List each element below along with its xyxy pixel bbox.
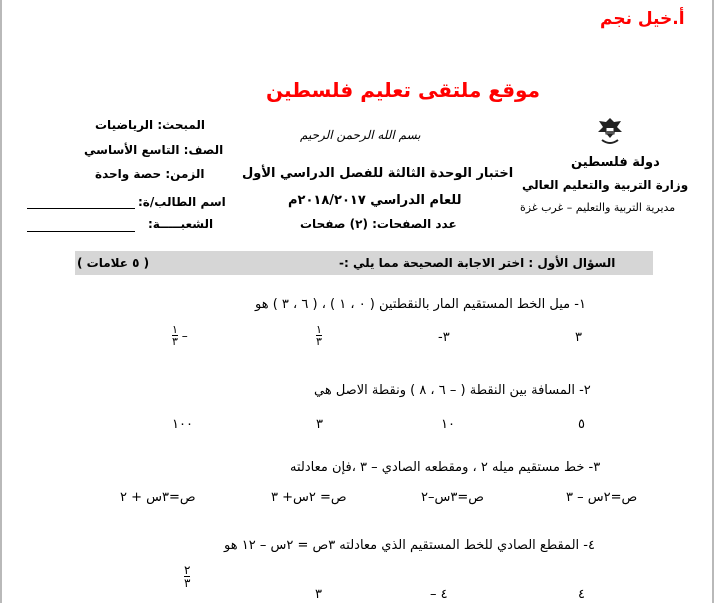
exam-title: اختبار الوحدة الثالثة للفصل الدراسي الأول [242, 166, 514, 181]
q1-option-d[interactable]: $\frac{١}{٣}$ – [172, 323, 188, 348]
site-title: موقع ملتقى تعليم فلسطين [266, 78, 540, 102]
q1-option-c[interactable]: $\frac{١}{٣}$ [316, 323, 322, 348]
exam-year: للعام الدراسي ٢٠١٨/٢٠١٧م [288, 193, 462, 208]
palestine-emblem-icon [595, 116, 625, 148]
question-1-text: ١- ميل الخط المستقيم المار بالنقطتين ( ٠ ، ١ ) ، ( ٦ ، ٣ ) هو [255, 297, 586, 312]
time-label: الزمن: حصة واحدة [95, 167, 205, 181]
q3-option-a[interactable]: ص=٢س – ٣ [566, 490, 638, 505]
question-3-text: ٣- خط مستقيم ميله ٢ ، ومقطعه الصادي – ٣ ،فإن معادلته [290, 460, 601, 475]
grade-label: الصف: التاسع الأساسي [84, 143, 224, 157]
section-label: الشعبـــــة: [148, 217, 214, 231]
author-name: أ.خيل نجم [600, 9, 685, 29]
q3-option-b[interactable]: ص=٣س–٢ [421, 490, 484, 505]
student-name-label: اسم الطالب/ة: [138, 195, 226, 209]
q4-option-d[interactable]: $\frac{٢}{٣}$ [184, 563, 191, 590]
state-name: دولة فلسطين [571, 155, 660, 170]
ministry-name: وزارة التربية والتعليم العالي [522, 178, 689, 192]
section-line[interactable] [27, 231, 135, 232]
question1-title: السؤال الأول : اختر الاجابة الصحيحة مما يلي :- [339, 256, 616, 270]
q2-option-c[interactable]: ٣ [316, 417, 323, 432]
q3-option-c[interactable]: ص= ٢س+ ٣ [271, 490, 347, 505]
left-page-border [0, 0, 2, 603]
basmala: بسم الله الرحمن الرحيم [300, 128, 421, 142]
question-4-text: ٤- المقطع الصادي للخط المستقيم الذي معادلته ٣ص = ٢س – ١٢ هو [224, 538, 595, 553]
question-2-text: ٢- المسافة بين النقطة ( – ٦ ، ٨ ) ونقطة الاصل هي [314, 383, 591, 398]
q2-option-b[interactable]: ١٠ [441, 417, 455, 432]
directorate-name: مديرية التربية والتعليم – غرب غزة [520, 201, 676, 214]
q4-option-b[interactable]: – ٤ [430, 587, 448, 602]
q1-option-a[interactable]: ٣ [575, 330, 582, 345]
right-page-border [712, 0, 714, 603]
q4-option-c[interactable]: ٣ [315, 587, 322, 602]
subject-label: المبحث: الرياضيات [95, 118, 206, 132]
q1-option-b[interactable]: -٣ [438, 330, 450, 345]
q3-option-d[interactable]: ص=٣س + ٢ [120, 490, 196, 505]
student-name-line[interactable] [27, 208, 135, 209]
q4-option-a[interactable]: ٤ [578, 587, 585, 602]
question1-marks: ( ٥ علامات ) [77, 256, 150, 270]
exam-pages: عدد الصفحات: (٢) صفحات [300, 217, 457, 231]
q2-option-d[interactable]: ١٠٠ [172, 417, 193, 432]
q2-option-a[interactable]: ٥ [578, 417, 585, 432]
